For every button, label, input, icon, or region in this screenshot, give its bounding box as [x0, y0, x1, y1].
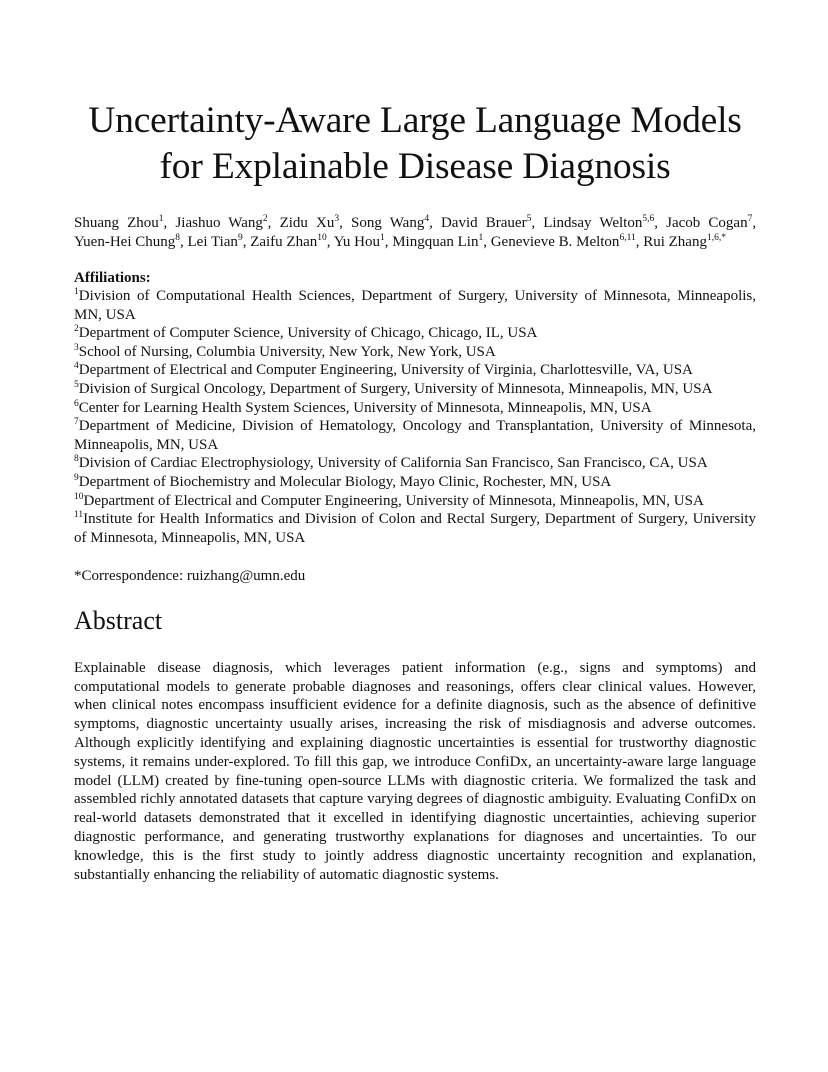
author-name: Shuang Zhou: [74, 215, 159, 231]
abstract-body: Explainable disease diagnosis, which leverages patient information (e.g., signs and symptoms) and computational models to generate probable diagnoses and reasonings, offers clear clinical values. However, when clinical notes encompass insufficient evidence for a definite diagnosis, such as the absence of definitive symptoms, diagnostic uncertainty usually arises, increasing the risk of misdiagnosis and adverse outcomes. Although explicitly identifying and explaining diagnostic uncertainties is essential for trustworthy diagnostic systems, it remains under-explored. To fill this gap, we introduce ConfiDx, an uncertainty-aware large language model (LLM) created by fine-tuning open-source LLMs with diagnostic criteria. We formalized the task and assembled richly annotated datasets that capture varying degrees of diagnostic ambiguity. Evaluating ConfiDx on real-world datasets demonstrated that it excelled in identifying diagnostic uncertainties, achieving superior diagnostic performance, and generating trustworthy explanations for diagnoses and uncertainties. To our knowledge, this is the first study to jointly address diagnostic uncertainty recognition and explanation, substantially enhancing the reliability of automatic diagnostic systems.: [74, 659, 756, 883]
affiliation-item: [74, 361, 756, 380]
author: [392, 234, 483, 250]
author-affiliation-mark: 1: [158, 214, 164, 224]
affiliation-number: 9: [74, 472, 79, 483]
affiliation-text: Department of Biochemistry and Molecular Biology, Mayo Clinic, Rochester, MN, USA: [78, 473, 612, 490]
author: [74, 215, 164, 231]
affiliation-text: Center for Learning Health System Sciences, University of Minnesota, Minneapolis, MN, USA: [78, 399, 652, 416]
author-name: Genevieve B. Melton: [490, 234, 620, 250]
author: [543, 215, 654, 231]
author-affiliation-mark: 4: [424, 214, 430, 224]
author-affiliation-mark: 8: [175, 233, 180, 243]
author-affiliation-mark: 1: [478, 233, 484, 243]
affiliation-item: [74, 324, 756, 343]
affiliation-text: Department of Computer Science, University of Chicago, Chicago, IL, USA: [78, 325, 538, 342]
affiliation-item: [74, 399, 756, 418]
author-name: Yuen-Hei Chung: [74, 234, 176, 250]
title-line-2: for Explainable Disease Diagnosis: [159, 146, 671, 187]
author-affiliation-mark: 1: [379, 233, 385, 243]
author-name: Zaifu Zhan: [250, 234, 318, 250]
author-affiliation-mark: 10: [317, 233, 327, 243]
affiliation-text: Division of Surgical Oncology, Department of Surgery, University of Minnesota, Minneapolis, MN, USA: [78, 380, 713, 397]
affiliation-item: [74, 473, 756, 492]
affiliation-text: Department of Electrical and Computer Engineering, University of Minnesota, Minneapolis, MN, USA: [83, 492, 704, 509]
author: [491, 234, 636, 250]
author: [441, 215, 531, 231]
affiliation-item: [74, 380, 756, 399]
author: [175, 215, 267, 231]
author: [666, 215, 752, 231]
affiliation-number: 10: [74, 491, 84, 502]
paper-page: [74, 98, 756, 899]
correspondence: *Correspondence: ruizhang@umn.edu: [74, 568, 306, 585]
author-affiliation-mark: 3: [334, 214, 340, 224]
affiliation-number: 5: [74, 379, 79, 390]
author: [280, 215, 340, 231]
author-affiliation-mark: 7: [747, 214, 753, 224]
author: [334, 234, 385, 250]
affiliation-item: [74, 454, 756, 473]
affiliation-text: Division of Cardiac Electrophysiology, University of California San Francisco, San Francisco, CA, USA: [78, 455, 708, 472]
affiliation-number: 4: [74, 361, 79, 372]
author-name: Jacob Cogan: [666, 215, 748, 231]
title-line-1: Uncertainty-Aware Large Language Models: [88, 100, 742, 141]
author: [643, 234, 726, 250]
abstract-heading: Abstract: [74, 606, 163, 636]
affiliation-number: 6: [74, 398, 79, 409]
affiliation-number: 11: [74, 510, 84, 521]
author-affiliation-mark: 9: [237, 233, 243, 243]
author-name: Rui Zhang: [643, 234, 707, 250]
author-name: Song Wang: [351, 215, 425, 231]
author-name: David Brauer: [440, 215, 527, 231]
author: [250, 234, 327, 250]
author-affiliation-mark: 5,6: [642, 214, 655, 224]
affiliation-item: [74, 510, 756, 547]
affiliation-number: 1: [74, 287, 79, 297]
author: [74, 234, 180, 250]
paper-title: [74, 98, 756, 190]
author-name: Zidu Xu: [279, 215, 335, 231]
affiliation-item: [74, 343, 756, 362]
affiliations-heading: Affiliations:: [74, 270, 151, 286]
author-list: Shuang Zhou$^1$, Jiashuo Wang$^2$, Zidu Xu$^3$, Song Wang$^4$, David Brauer$^5$, Lindsay Welton$^{5,6}$, Jacob Cogan$^7$, Yuen-Hei Chung$^8$, Lei Tian$^9$, Zaifu Zhan$^{10}$, Yu Hou$^1$, Mingquan Lin$^1$, Genevieve B. Melton$^{6,11}$, Rui Zhang$^{1,6,*}$: [74, 214, 757, 250]
affiliation-text: School of Nursing, Columbia University, New York, New York, USA: [78, 343, 496, 360]
author-name: Lei Tian: [187, 234, 238, 250]
author-name: Mingquan Lin: [392, 234, 479, 250]
affiliation-text: Department of Medicine, Division of Hematology, Oncology and Transplantation, University of Minnesota, Minneapolis, MN, USA: [74, 418, 756, 453]
affiliation-item: [74, 492, 756, 511]
affiliation-number: 8: [74, 454, 79, 465]
author-affiliation-mark: 2: [262, 214, 268, 224]
author-affiliation-mark: 6,11: [619, 233, 636, 243]
author: [351, 215, 429, 231]
author-name: Jiashuo Wang: [175, 215, 263, 231]
author: [188, 234, 243, 250]
affiliation-text: Division of Computational Health Sciences, Department of Surgery, University of Minnesota, Minneapolis, MN, USA: [74, 288, 756, 323]
affiliation-number: 3: [74, 342, 79, 353]
affiliation-list: [74, 287, 756, 547]
affiliation-text: Department of Electrical and Computer Engineering, University of Virginia, Charlottesville, VA, USA: [78, 362, 693, 379]
affiliation-item: [74, 417, 756, 454]
author-affiliation-mark: 1,6,*: [706, 233, 726, 243]
author-name: Lindsay Welton: [543, 215, 643, 231]
affiliation-item: [74, 287, 756, 324]
author-name: Yu Hou: [333, 234, 380, 250]
affiliation-number: 2: [74, 324, 79, 335]
affiliation-number: 7: [74, 417, 79, 428]
affiliation-text: Institute for Health Informatics and Division of Colon and Rectal Surgery, Department of Surgery, University of Minnesota, Minneapolis, MN, USA: [74, 511, 756, 546]
author-affiliation-mark: 5: [526, 214, 532, 224]
